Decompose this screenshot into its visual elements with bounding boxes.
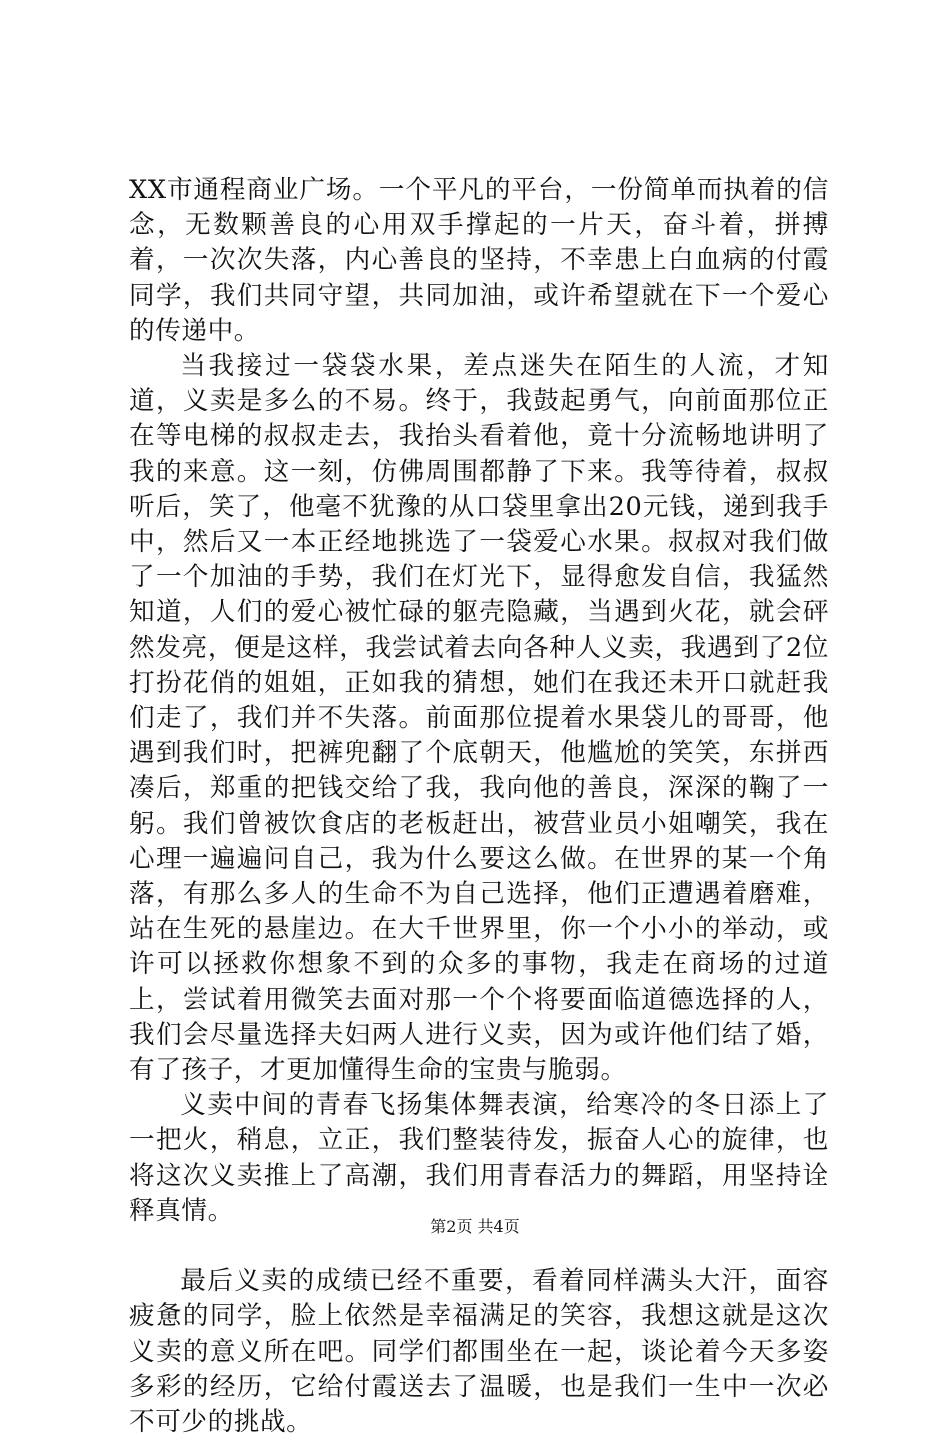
page-number-footer: 第2页 共4页 — [430, 1217, 520, 1236]
paragraph-conclusion: 最后义卖的成绩已经不重要，看着同样满头大汗，面容疲惫的同学，脸上依然是幸福满足的笑容，我想这就是这次义卖的意义所在吧。同学们都围坐在一起，谈论着今天多姿多彩的经历，它给付霞送去了温暖，也是我们一生中一次必不可少的挑战。 — [129, 1266, 829, 1437]
document-body — [129, 173, 829, 1440]
paragraph-fruit-sale: 当我接过一袋袋水果，差点迷失在陌生的人流，才知道，义卖是多么的不易。终于，我鼓起勇气，向前面那位正在等电梯的叔叔走去，我抬头看着他，竟十分流畅地讲明了我的来意。这一刻，仿佛周围都静了下来。我等待着，叔叔听后，笑了，他毫不犹豫的从口袋里拿出20元钱，递到我手中，然后又一本正经地挑选了一袋爱心水果。叔叔对我们做了一个加油的手势，我们在灯光下，显得愈发自信，我猛然知道，人们的爱心被忙碌的躯壳隐藏，当遇到火花，就会砰然发亮，便是这样，我尝试着去向各种人义卖，我遇到了2位打扮花俏的姐姐，正如我的猜想，她们在我还未开口就赶我们走了，我们并不失落。前面那位提着水果袋儿的哥哥，他遇到我们时，把裤兜翻了个底朝天，他尴尬的笑笑，东拼西凑后，郑重的把钱交给了我，我向他的善良，深深的鞠了一躬。我们曾被饮食店的老板赶出，被营业员小姐嘲笑，我在心理一遍遍问自己，我为什么要这么做。在世界的某一个角落，有那么多人的生命不为自己选择，他们正遭遇着磨难，站在生死的悬崖边。在大千世界里，你一个小小的举动，或许可以拯救你想象不到的众多的事物，我走在商场的过道上，尝试着用微笑去面对那一个个将要面临道德选择的人，我们会尽量选择夫妇两人进行义卖，因为或许他们结了婚，有了孩子，才更加懂得生命的宝贵与脆弱。 — [129, 351, 829, 1086]
paragraph-dance-performance: 义卖中间的青春飞扬集体舞表演，给寒冷的冬日添上了一把火，稍息，立正，我们整装待发，振奋人心的旋律，也将这次义卖推上了高潮，我们用青春活力的舞蹈，用坚持诠释真情。 — [129, 1090, 829, 1226]
paragraph-continuation: XX市通程商业广场。一个平凡的平台，一份简单而执着的信念，无数颗善良的心用双手撑起的一片天，奋斗着，拼搏着，一次次失落，内心善良的坚持，不幸患上白血病的付霞同学，我们共同守望，共同加油，或许希望就在下一个爱心的传递中。 — [129, 175, 829, 346]
